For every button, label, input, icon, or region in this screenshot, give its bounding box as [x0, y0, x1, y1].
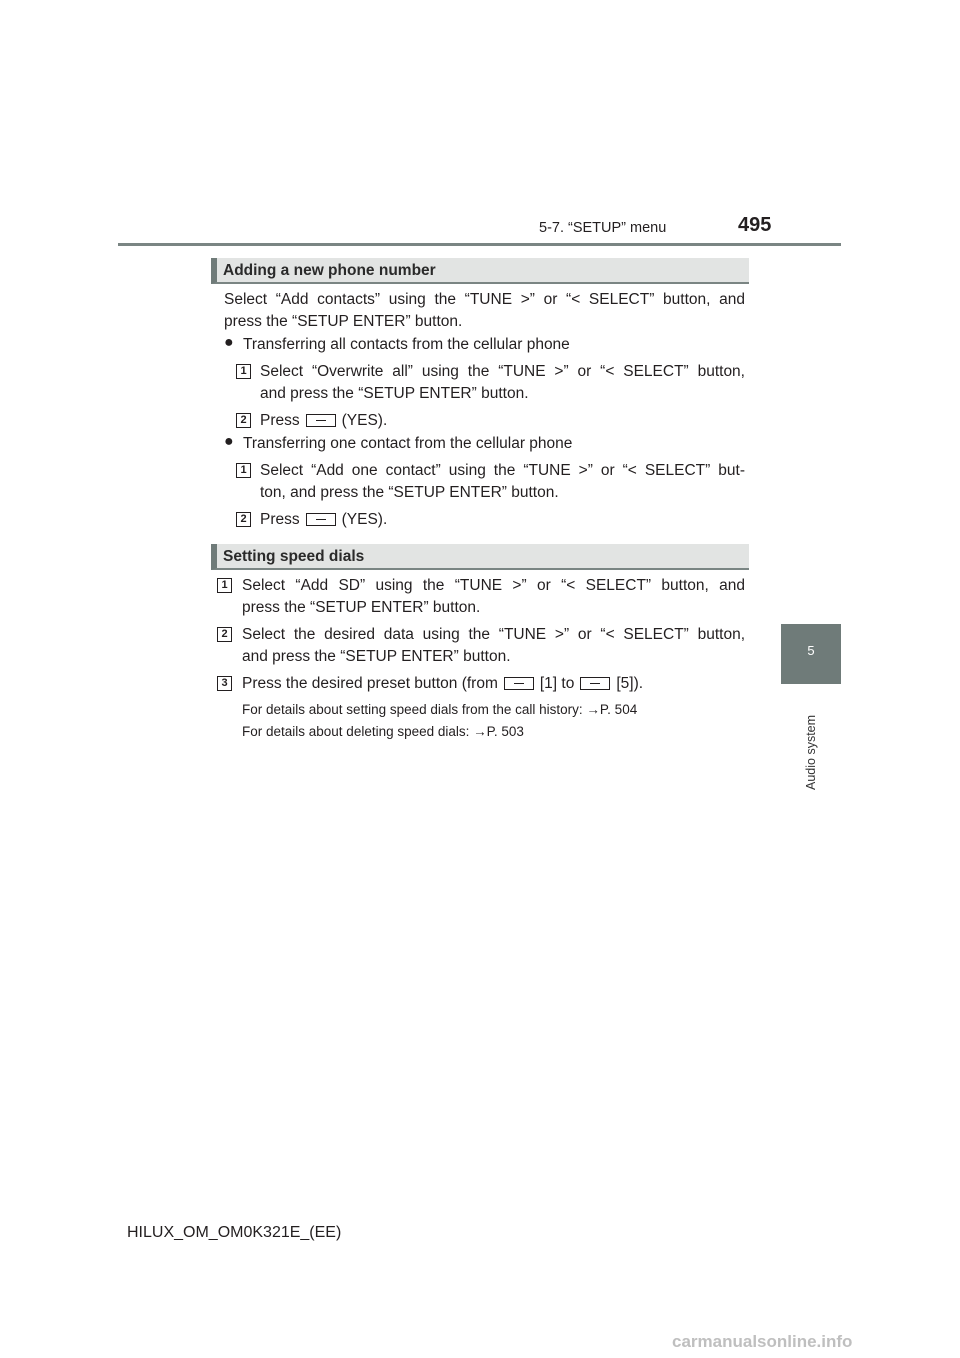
chapter-tab-label: Audio system: [804, 714, 818, 790]
speed-dial-step1-line1: Select “Add SD” using the “TUNE >” or “< SELECT” button, and: [242, 577, 745, 594]
page-number: 495: [738, 214, 772, 236]
speed-dial-step1-line2: press the “SETUP ENTER” button.: [242, 599, 481, 616]
section-heading-adding-number: Adding a new phone number: [211, 258, 749, 284]
bullet-transfer-all: Transferring all contacts from the cellular phone: [243, 336, 570, 353]
bullet-icon: ●: [224, 334, 234, 351]
step-badge-1: 1: [236, 463, 251, 478]
transfer-all-step1-line2: and press the “SETUP ENTER” button.: [260, 385, 529, 402]
preset-button-icon: [504, 677, 534, 690]
intro-line-1: Select “Add contacts” using the “TUNE >” or “< SELECT” button, and: [224, 291, 745, 308]
speed-dial-step2-line1: Select the desired data using the “TUNE >” or “< SELECT” button,: [242, 626, 745, 643]
step-badge-2: 2: [217, 627, 232, 642]
chapter-tab-number: 5: [807, 643, 815, 658]
intro-line-2: press the “SETUP ENTER” button.: [224, 313, 463, 330]
bullet-icon: ●: [224, 433, 234, 450]
header-rule: [118, 243, 841, 246]
speed-dial-step2-line2: and press the “SETUP ENTER” button.: [242, 648, 511, 665]
preset-button-icon: [580, 677, 610, 690]
watermark: carmanualsonline.info: [672, 1332, 853, 1351]
note-deleting-speed-dials: For details about deleting speed dials: →P. 503: [242, 724, 524, 739]
bullet-transfer-one: Transferring one contact from the cellular phone: [243, 435, 573, 452]
transfer-one-step1-line2: ton, and press the “SETUP ENTER” button.: [260, 484, 559, 501]
document-code-footer: HILUX_OM_OM0K321E_(EE): [127, 1224, 342, 1241]
transfer-one-step2: Press (YES).: [260, 511, 388, 528]
section-heading-speed-dials: Setting speed dials: [211, 544, 749, 570]
step-badge-2: 2: [236, 413, 251, 428]
note-setting-speed-dials: For details about setting speed dials from the call history: →P. 504: [242, 702, 638, 717]
transfer-one-step1-line1: Select “Add one contact” using the “TUNE >” or “< SELECT” but-: [260, 462, 745, 479]
transfer-all-step1-line1: Select “Overwrite all” using the “TUNE >” or “< SELECT” button,: [260, 363, 745, 380]
running-header-section: 5-7. “SETUP” menu: [539, 220, 667, 236]
step-badge-1: 1: [217, 578, 232, 593]
preset-button-icon: [306, 513, 336, 526]
preset-button-icon: [306, 414, 336, 427]
step-badge-2: 2: [236, 512, 251, 527]
transfer-all-step2: Press (YES).: [260, 412, 388, 429]
step-badge-1: 1: [236, 364, 251, 379]
step-badge-3: 3: [217, 676, 232, 691]
speed-dial-step3: Press the desired preset button (from [1] to [5]).: [242, 675, 644, 692]
